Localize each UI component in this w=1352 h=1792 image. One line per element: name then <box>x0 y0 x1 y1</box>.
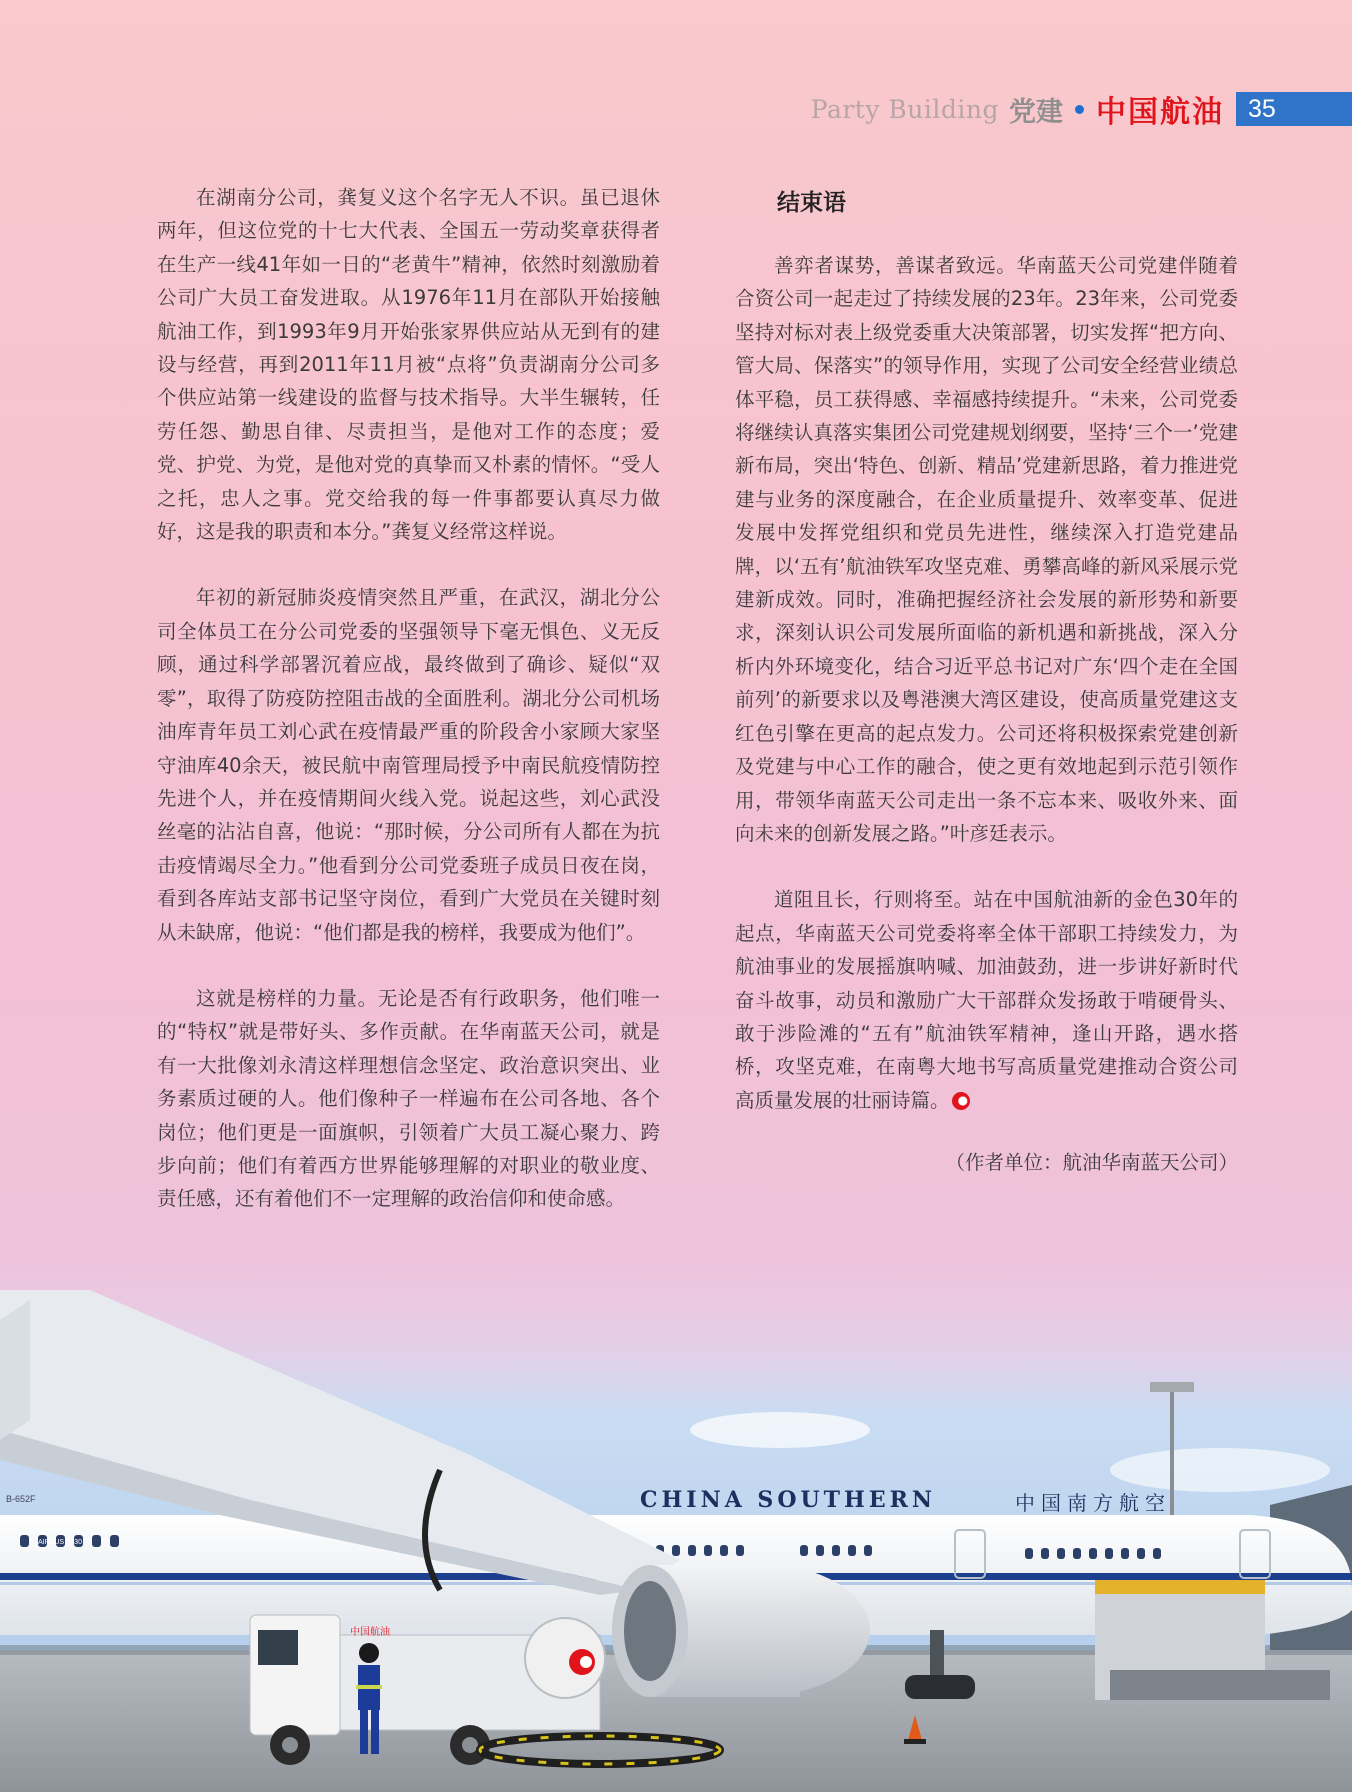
paragraph: 这就是榜样的力量。无论是否有行政职务，他们唯一的“特权”就是带好头、多作贡献。在华南蓝天公司，就是有一大批像刘永清这样理想信念坚定、政治意识突出、业务素质过硬的人。他们像种子一样遍布在公司各地、各个岗位；他们更是一面旗帜，引领着广大员工凝心聚力、跨步向前；他们有着西方世界能够理解的对职业的敬业度、责任感，还有着他们不一定理解的政治信仰和使命感。 <box>157 986 660 1211</box>
brand-name: 中国航油 <box>1096 95 1224 130</box>
engine-text: AIRBUS A330 <box>38 1539 82 1546</box>
paragraph: 善弈者谋势，善谋者致远。华南蓝天公司党建伴随着合资公司一起走过了持续发展的23年。23年来，公司党委坚持对标对表上级党委重大决策部署，切实发挥“把方向、管大局、保落实”的领导作用，实现了公司安全经营业绩总体平稳，员工获得感、幸福感持续提升。“未来，公司党委将继续认真落实集团公司党建规划纲要，坚持‘三个一’党建新布局，突出‘特色、创新、精品’党建新思路，着力推进党建与业务的深度融合，在企业质量提升、效率变革、促进发展中发挥党组织和党员先进性，继续深入打造党建品牌，以‘五有’航油铁军攻坚克难、勇攀高峰的新风采展示党建新成效。同时，准确把握经济社会发展的新形势和新要求，深刻认识公司发展所面临的新机遇和新挑战，深入分析内外环境变化，结合习近平总书记对广东‘四个走在全国前列’的新要求以及粤港澳大湾区建设，使高质量党建这支红色引擎在更高的起点发力。公司还将积极探索党建创新及党建与中心工作的融合，使之更有效地起到示范引领作用，带领华南蓝天公司走出一条不忘本来、吸收外来、面向未来的创新发展之路。”叶彦廷表示。 <box>735 254 1238 845</box>
paragraph-text: 道阻且长，行则将至。站在中国航油新的金色30年的起点，华南蓝天公司党委将率全体干部职工持续发力，为航油事业的发展摇旗呐喊、加油鼓劲，进一步讲好新时代奋斗故事，动员和激励广大干部群众发扬敢于啃硬骨头、敢于涉险滩的“五有”航油铁军精神，逢山开路，遇水搭桥，攻坚克难，在南粤大地书写高质量党建推动合资公司高质量发展的壮丽诗篇。 <box>735 888 1238 1112</box>
section-label-cn: 党建 <box>1009 96 1063 128</box>
right-column <box>735 181 1238 1213</box>
section-label-en: Party Building <box>810 94 999 124</box>
author-affiliation: （作者单位：航油华南蓝天公司） <box>945 1151 1238 1175</box>
section-title: 结束语 <box>777 190 846 216</box>
end-mark-logo-icon <box>952 1092 970 1110</box>
airline-name-en: CHINA SOUTHERN <box>640 1487 936 1513</box>
airplane-refueling-photo <box>0 1290 1352 1792</box>
paragraph <box>735 883 1238 1117</box>
fuel-truck-logo: 中国航油 <box>350 1627 390 1638</box>
paragraph: 年初的新冠肺炎疫情突然且严重，在武汉，湖北分公司全体员工在分公司党委的坚强领导下毫无惧色、义无反顾，通过科学部署沉着应战，最终做到了确诊、疑似“双零”，取得了防疫防控阻击战的全面胜利。湖北分公司机场油库青年员工刘心武在疫情最严重的阶段舍小家顾大家坚守油库40余天，被民航中南管理局授予中南民航疫情防控先进个人，并在疫情期间火线入党。说起这些，刘心武没丝毫的沾沾自喜，他说：“那时候，分公司所有人都在为抗击疫情竭尽全力。”他看到分公司党委班子成员日夜在岗，看到各库站支部书记坚守岗位，看到广大党员在关键时刻从未缺席，他说：“他们都是我的榜样，我要成为他们”。 <box>157 586 660 944</box>
page-header <box>810 92 1352 130</box>
separator-dot <box>1075 105 1084 114</box>
left-column <box>157 181 660 1249</box>
aircraft-registration: B-652F <box>6 1494 36 1504</box>
page-number: 35 <box>1236 92 1352 126</box>
paragraph: 在湖南分公司，龚复义这个名字无人不识。虽已退休两年，但这位党的十七大代表、全国五一劳动奖章获得者在生产一线41年如一日的“老黄牛”精神，依然时刻激励着公司广大员工奋发进取。从1976年11月在部队开始接触航油工作，到1993年9月开始张家界供应站从无到有的建设与经营，再到2011年11月被“点将”负责湖南分公司多个供应站第一线建设的监督与技术指导。大半生辗转，任劳任怨、勤思自律、尽责担当，是他对工作的态度；爱党、护党、为党，是他对党的真挚而又朴素的情怀。“受人之托，忠人之事。党交给我的每一件事都要认真尽力做好，这是我的职责和本分。”龚复义经常这样说。 <box>157 186 660 544</box>
airline-name-cn: 中国南方航空 <box>1015 1491 1171 1515</box>
